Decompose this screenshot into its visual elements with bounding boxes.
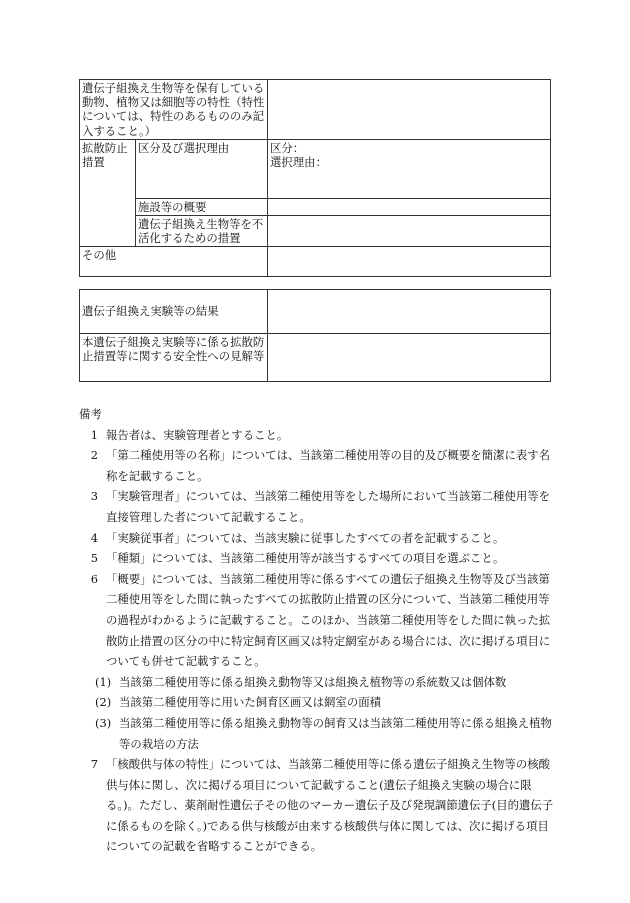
facility-overview-label: 施設等の概要 [136,198,268,215]
note-item: 6 「概要」については、当該第二種使用等に係るすべての遺伝子組換え生物等及び当該第二種使用等をした間に執ったすべての拡散防止措置の区分について、当該第二種使用等の過程がわかるように記載すること。このほか、当該第二種使用等をした間に執った拡散防止措置の区分の中に特定飼育区画又は特定網室がある場合には、次に掲げる項目についても併せて記載すること。 [90,571,551,669]
inactivation-value[interactable] [268,216,551,247]
note-item: 4 「実験従事者」については、当該実験に従事したすべての者を記載すること。 [90,530,505,545]
results-label: 遺伝子組換え実験等の結果 [80,290,268,334]
results-value[interactable] [268,290,551,334]
note-sub-item: (3) 当該第二種使用等に係る組換え動物等の飼育又は当該第二種使用等に係る組換え植物等の栽培の方法 [95,715,552,751]
containment-table [79,79,551,277]
category-reason-label: 区分及び選択理由 [136,139,268,198]
gmo-characteristics-label: 遺伝子組換え生物等を保有している動物、植物又は細胞等の特性（特性については、特性のあるもののみ記入すること。） [80,80,268,140]
other-label: その他 [80,247,268,277]
safety-label: 本遺伝子組換え実験等に係る拡散防止措置等に関する安全性への見解等 [80,334,268,382]
notes-heading: 備考 [79,407,102,421]
note-item: 3 「実験管理者」については、当該第二種使用等をした場所において当該第二種使用等を直接管理した者について記載すること。 [90,489,551,524]
note-item: 1 報告者は、実験管理者とすること。 [90,427,289,442]
category-reason-value[interactable] [268,139,551,198]
other-value[interactable] [268,247,551,277]
inactivation-label: 遺伝子組換え生物等を不活化するための措置 [136,216,268,247]
note-item: 2 「第二種使用等の名称」については、当該第二種使用等の目的及び概要を簡潔に表す名称を記載すること。 [90,448,551,483]
category-value-label: 区分： [270,140,305,155]
note-item: 7 「核酸供与体の特性」については、当該第二種使用等に係る遺伝子組換え生物等の核酸供与体に関し、次に掲げる項目について記載すること(遺伝子組換え実験の場合に限る。)。ただし、薬剤耐性遺伝子その他のマーカー遺伝子及び発現調節遺伝子(目的遺伝子に係るものを除く。)である供与核酸が由来する核酸供与体に関しては、次に掲げる項目についての記載を省略することができる。 [90,757,554,854]
containment-label: 拡散防止措置 [80,139,136,247]
gmo-characteristics-value[interactable] [268,80,551,140]
notes-section [79,404,555,857]
safety-value[interactable] [268,334,551,382]
note-sub-item: (2) 当該第二種使用等に用いた飼育区画又は網室の面積 [95,695,381,710]
note-sub-item: (1) 当該第二種使用等に係る組換え動物等又は組換え植物等の系統数又は個体数 [95,674,507,689]
results-table [79,289,551,382]
note-item: 5 「種類」については、当該第二種使用等が該当するすべての項目を選ぶこと。 [90,551,505,566]
reason-value-label: 選択理由： [270,155,327,170]
facility-overview-value[interactable] [268,198,551,215]
